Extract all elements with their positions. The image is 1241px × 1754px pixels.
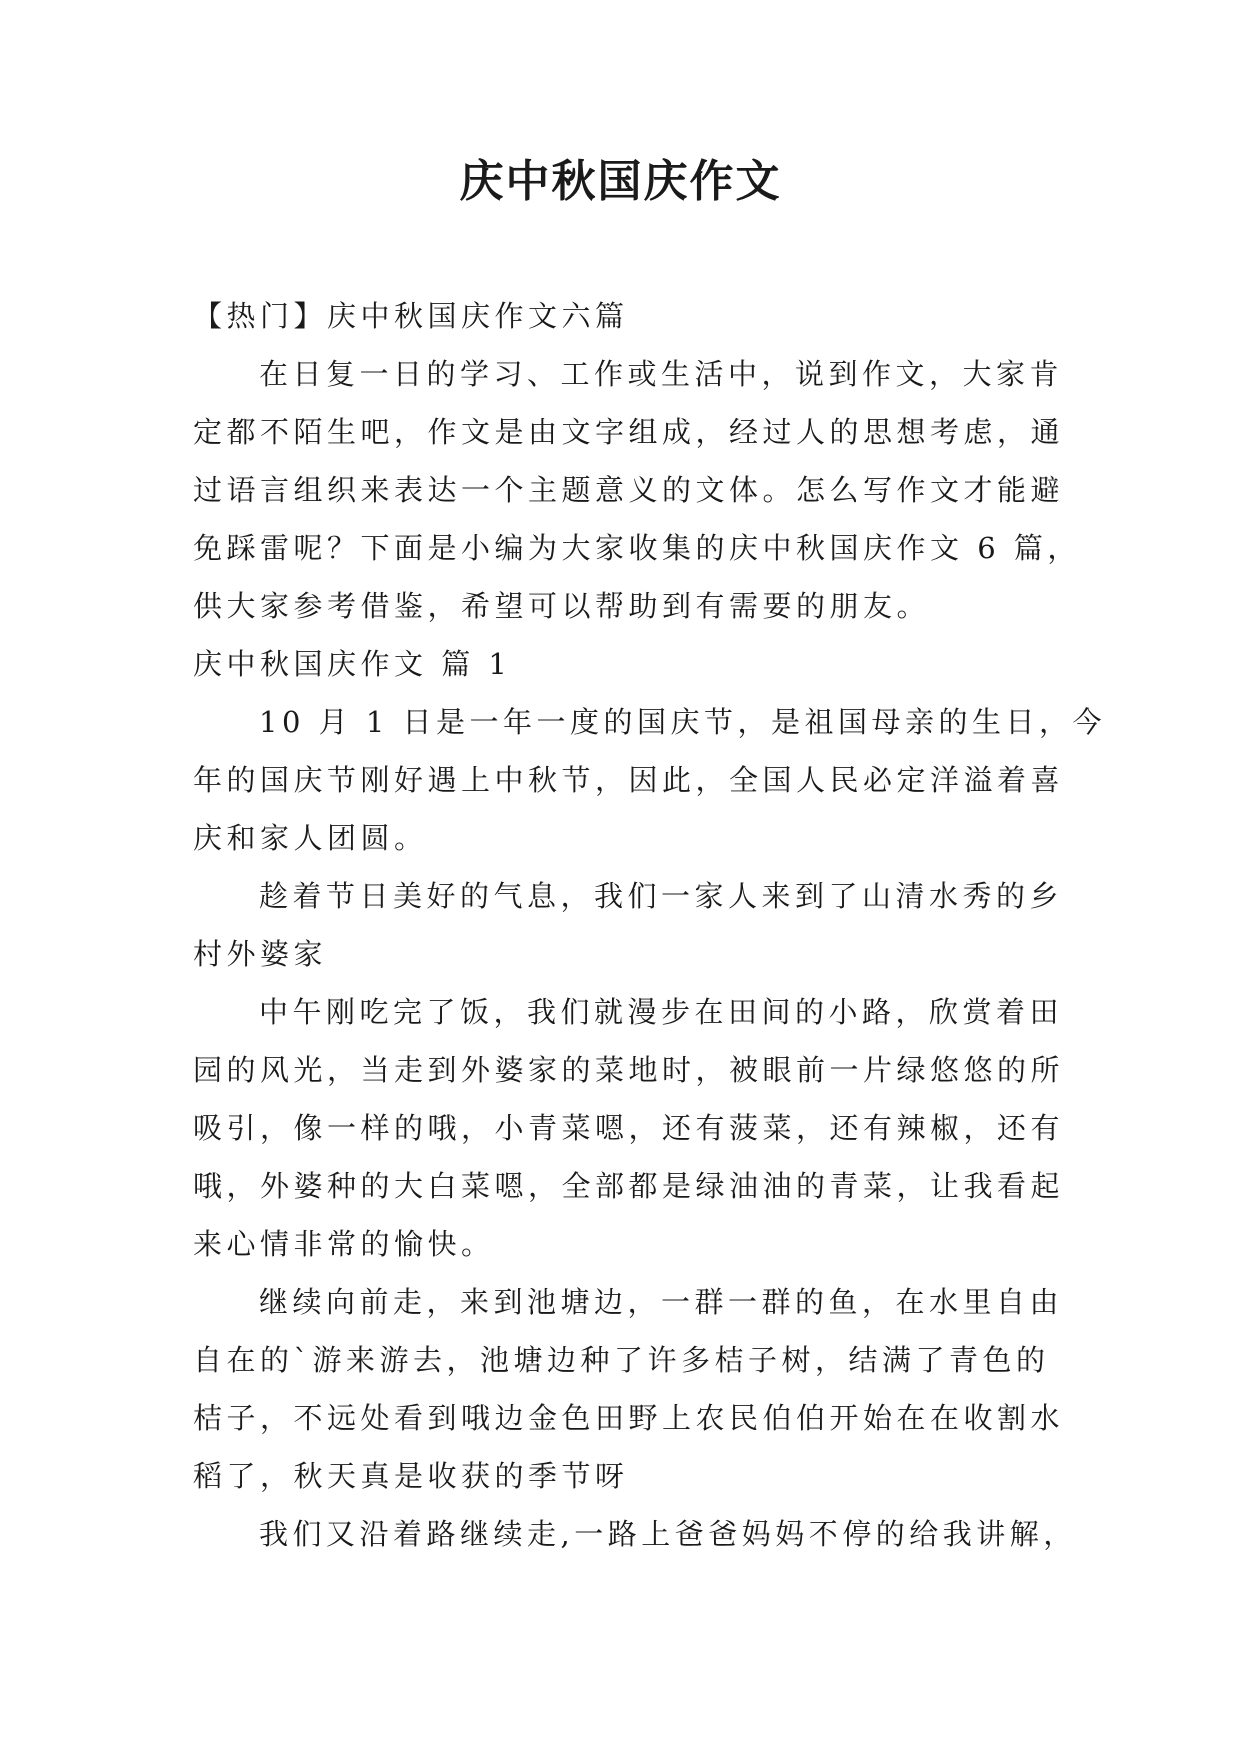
- text-line: 自在的`游来游去，池塘边种了许多桔子树，结满了青色的: [193, 1343, 1050, 1377]
- document-title: 庆中秋国庆作文: [459, 156, 782, 207]
- text-line: 桔子，不远处看到哦边金色田野上农民伯伯开始在在收割水: [193, 1401, 1065, 1435]
- text-line: 园的风光，当走到外婆家的菜地时，被眼前一片绿悠悠的所: [193, 1053, 1065, 1087]
- text-line: 继续向前走，来到池塘边，一群一群的鱼，在水里自由: [259, 1285, 1064, 1319]
- text-line: 我们又沿着路继续走,一路上爸爸妈妈不停的给我讲解，: [259, 1517, 1077, 1551]
- text-line: 村外婆家: [193, 937, 328, 971]
- text-line: 免踩雷呢？下面是小编为大家收集的庆中秋国庆作文 6 篇，: [193, 531, 1081, 565]
- text-line: 年的国庆节刚好遇上中秋节，因此，全国人民必定洋溢着喜: [193, 763, 1065, 797]
- text-line: 来心情非常的愉快。: [193, 1227, 495, 1261]
- document-body: [193, 287, 1107, 1563]
- text-line: 过语言组织来表达一个主题意义的文体。怎么写作文才能避: [193, 473, 1065, 507]
- text-line: 10 月 1 日是一年一度的国庆节，是祖国母亲的生日，今: [259, 705, 1107, 739]
- text-line: 庆和家人团圆。: [193, 821, 428, 855]
- text-line: 中午刚吃完了饭，我们就漫步在田间的小路，欣赏着田: [259, 995, 1064, 1029]
- text-line: 定都不陌生吧，作文是由文字组成，经过人的思想考虑，通: [193, 415, 1065, 449]
- text-line: 吸引，像一样的哦，小青菜嗯，还有菠菜，还有辣椒，还有: [193, 1111, 1065, 1145]
- text-line: 供大家参考借鉴，希望可以帮助到有需要的朋友。: [193, 589, 931, 623]
- text-line: 稻了，秋天真是收获的季节呀: [193, 1459, 629, 1493]
- text-line: 庆中秋国庆作文 篇 1: [193, 647, 512, 681]
- text-line: 在日复一日的学习、工作或生活中，说到作文，大家肯: [259, 357, 1064, 391]
- text-line: 趁着节日美好的气息，我们一家人来到了山清水秀的乡: [259, 879, 1064, 913]
- text-line: 哦，外婆种的大白菜嗯，全部都是绿油油的青菜，让我看起: [193, 1169, 1065, 1203]
- text-line: 【热门】庆中秋国庆作文六篇: [193, 299, 629, 333]
